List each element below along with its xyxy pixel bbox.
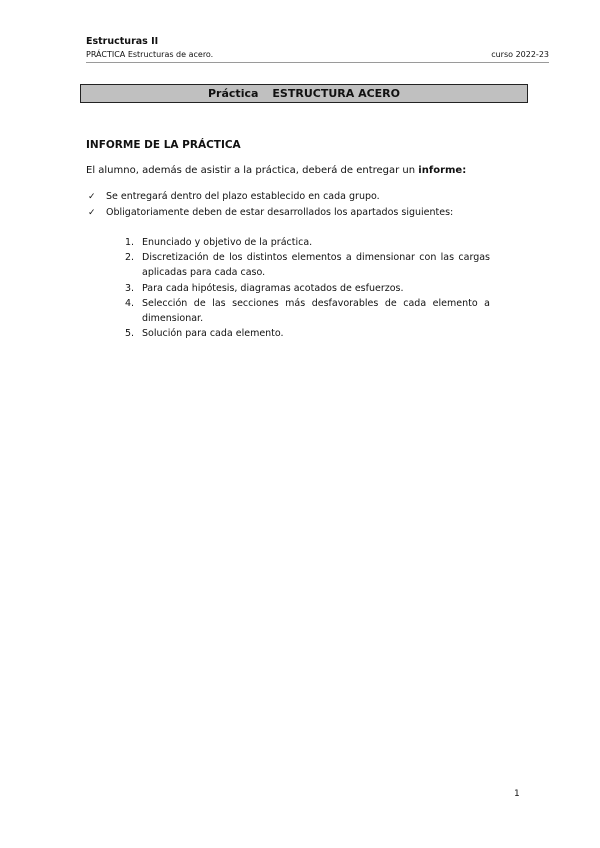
title-prefix: Práctica (208, 87, 259, 100)
course-name: Estructuras II (86, 36, 159, 47)
intro-bold-term: informe: (418, 165, 467, 176)
document-subtitle: PRÁCTICA Estructuras de acero. (86, 50, 214, 59)
required-sections-list (122, 235, 490, 341)
list-item-number: 4. (125, 297, 135, 309)
list-item-number: 2. (125, 252, 135, 264)
page-number: 1 (514, 789, 520, 799)
check-icon: ✓ (88, 208, 96, 218)
check-item-text: Obligatoriamente deben de estar desarrollados los apartados siguientes: (106, 207, 454, 218)
list-item (122, 326, 490, 341)
list-item (122, 235, 490, 250)
list-item (122, 250, 490, 280)
intro-paragraph (86, 164, 466, 178)
title-main: ESTRUCTURA ACERO (272, 87, 400, 100)
intro-text: El alumno, además de asistir a la práctica, deberá de entregar un (86, 165, 419, 176)
academic-year: curso 2022-23 (491, 50, 549, 59)
list-item-number: 1. (125, 237, 135, 248)
list-item-text: Para cada hipótesis, diagramas acotados de esfuerzos. (142, 282, 404, 294)
header-divider (86, 62, 549, 63)
list-item-number: 3. (125, 282, 135, 294)
list-item (122, 281, 490, 296)
list-item-text: Discretización de los distintos elementos a dimensionar con las cargas aplicadas para cada caso. (142, 252, 490, 279)
list-item-text: Solución para cada elemento. (142, 328, 284, 340)
list-item-text: Selección de las secciones más desfavorables de cada elemento a dimensionar. (142, 297, 490, 325)
check-item (86, 205, 453, 221)
check-icon: ✓ (88, 192, 96, 202)
list-item-number: 5. (125, 328, 135, 340)
check-item (86, 189, 453, 205)
list-item (122, 296, 490, 326)
check-item-text: Se entregará dentro del plazo establecido en cada grupo. (106, 191, 380, 202)
list-item-text: Enunciado y objetivo de la práctica. (142, 237, 313, 248)
section-heading: INFORME DE LA PRÁCTICA (86, 139, 241, 151)
title-banner (80, 84, 528, 103)
check-list (86, 189, 453, 221)
